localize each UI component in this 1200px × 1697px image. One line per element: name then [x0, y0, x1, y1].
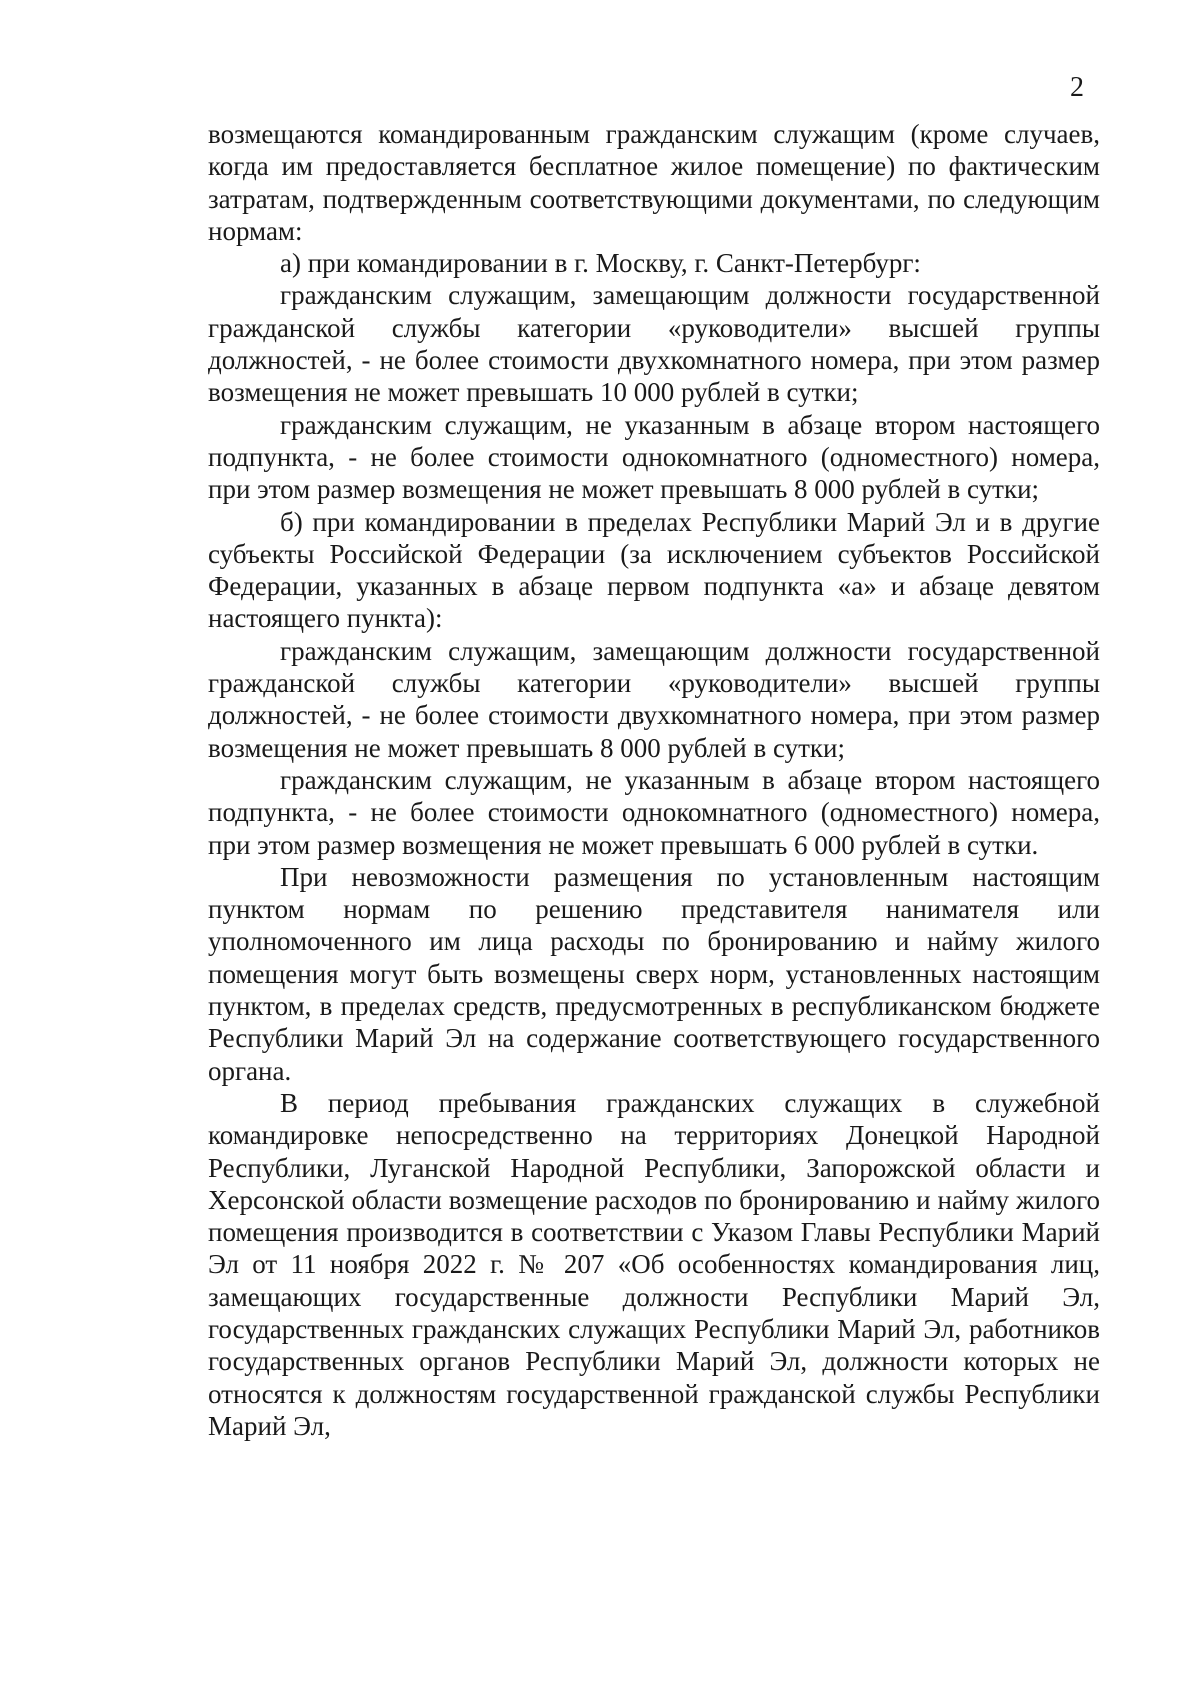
paragraph-subitem-b: б) при командировании в пределах Республики Марий Эл и в другие субъекты Российской Федерации (за исключением субъектов Российской Федерации, указанных в абзаце первом подпункта «а» и абзаце девятом настоящего пункта): — [208, 506, 1100, 634]
paragraph-subitem-a: а) при командировании в г. Москву, г. Санкт-Петербург: — [280, 248, 921, 279]
paragraph-b-other: гражданским служащим, не указанным в абзаце втором настоящего подпункта, - не более стоимости однокомнатного (одноместного) номера, при этом размер возмещения не может превышать 6 000 рублей в сутки. — [208, 764, 1100, 860]
paragraph-new-territories: В период пребывания гражданских служащих в служебной командировке непосредственно на территориях Донецкой Народной Республики, Луганской Народной Республики, Запорожской области и Херсонской области возмещение расходов по бронированию и найму жилого помещения производится в соответствии с Указом Главы Республики Марий Эл от 11 ноября 2022 г. № 207 «Об особенностях командирования лиц, замещающих государственные должности Республики Марий Эл, государственных гражданских служащих Республики Марий Эл, работников государственных органов Республики Марий Эл, должности которых не относятся к должностям государственной гражданской службы Республики Марий Эл, — [208, 1087, 1100, 1441]
paragraph-exceeding-norms: При невозможности размещения по установленным настоящим пунктом нормам по решению представителя нанимателя или уполномоченного им лица расходы по бронированию и найму жилого помещения могут быть возмещены сверх норм, установленных настоящим пунктом, в пределах средств, предусмотренных в республиканском бюджете Республики Марий Эл на содержание соответствующего государственного органа. — [208, 861, 1100, 1086]
paragraph-a-senior: гражданским служащим, замещающим должности государственной гражданской службы категории «руководители» высшей группы должностей, - не более стоимости двухкомнатного номера, при этом размер возмещения не может превышать 10 000 рублей в сутки; — [208, 280, 1100, 408]
document-body — [208, 118, 1100, 1442]
paragraph-intro: возмещаются командированным гражданским служащим (кроме случаев, когда им предоставляется бесплатное жилое помещение) по фактическим затратам, подтвержденным соответствующими документами, по следующим нормам: — [208, 119, 1100, 246]
page-number: 2 — [1070, 72, 1084, 103]
paragraph-b-senior: гражданским служащим, замещающим должности государственной гражданской службы категории «руководители» высшей группы должностей, - не более стоимости двухкомнатного номера, при этом размер возмещения не может превышать 8 000 рублей в сутки; — [208, 635, 1100, 763]
paragraph-a-other: гражданским служащим, не указанным в абзаце втором настоящего подпункта, - не более стоимости однокомнатного (одноместного) номера, при этом размер возмещения не может превышать 8 000 рублей в сутки; — [208, 409, 1100, 505]
